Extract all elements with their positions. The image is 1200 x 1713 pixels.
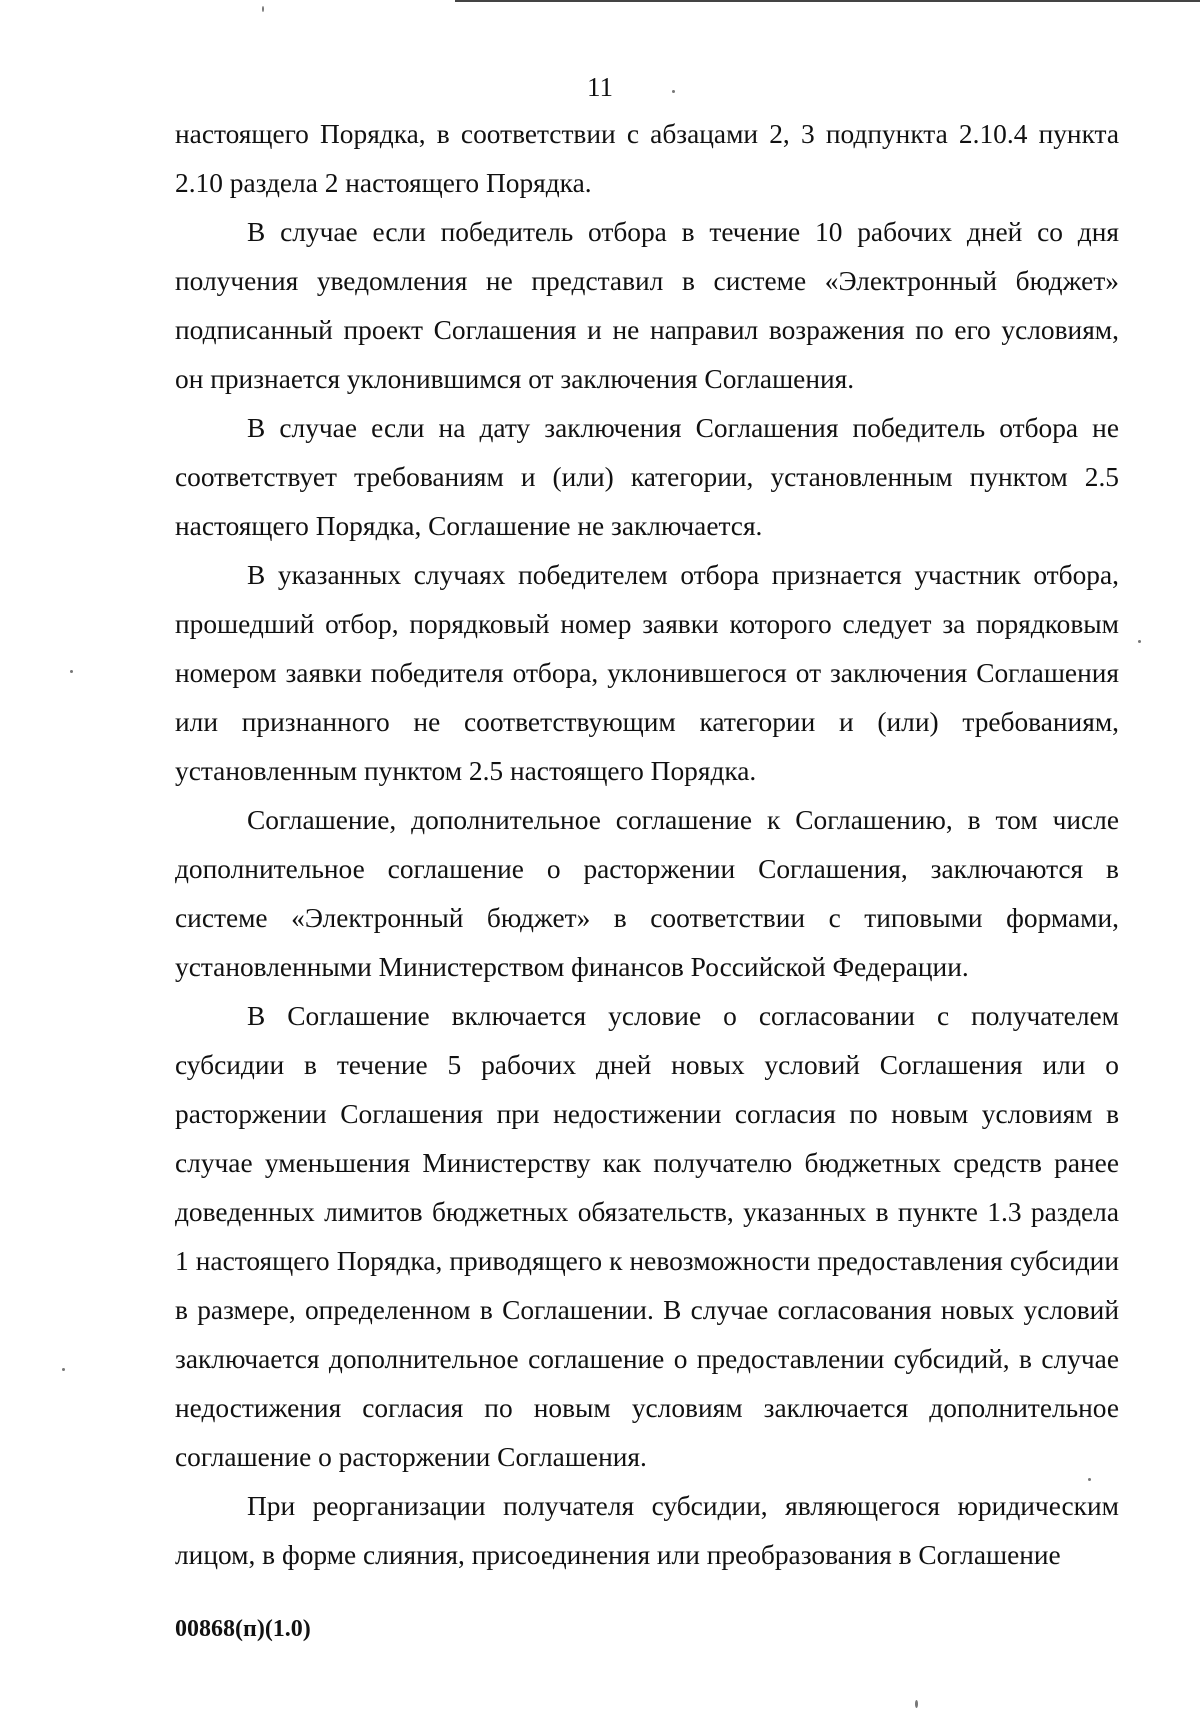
document-code: 00868(п)(1.0)	[175, 1616, 311, 1642]
scan-top-edge-line	[455, 0, 1200, 2]
scan-speck	[262, 6, 264, 12]
paragraph-continuation: настоящего Порядка, в соответствии с абзацами 2, 3 подпункта 2.10.4 пункта 2.10 раздела 2 настоящего Порядка.	[175, 119, 1119, 198]
scan-speck	[1138, 640, 1141, 643]
paragraph-winner-evasion: В случае если победитель отбора в течение 10 рабочих дней со дня получения уведомления не представил в системе «Электронный бюджет» подписанный проект Соглашения и не направил возражения по его условиям, он признается уклонившимся от заключения Соглашения.	[175, 217, 1119, 394]
scan-speck	[1088, 1478, 1091, 1481]
paragraph-agreement-forms: Соглашение, дополнительное соглашение к Соглашению, в том числе дополнительное соглашение о расторжении Соглашения, заключаются в системе «Электронный бюджет» в соответствии с типовыми формами, установленными Министерством финансов Российской Федерации.	[175, 805, 1119, 982]
paragraph-next-participant: В указанных случаях победителем отбора признается участник отбора, прошедший отбор, порядковый номер заявки которого следует за порядковым номером заявки победителя отбора, уклонившегося от заключения Соглашения или признанного не соответствующим категории и (или) требованиям, установленным пунктом 2.5 настоящего Порядка.	[175, 560, 1119, 786]
scan-speck	[915, 1700, 918, 1708]
page-number: 11	[587, 72, 613, 102]
paragraph-new-conditions: В Соглашение включается условие о согласовании с получателем субсидии в течение 5 рабочих дней новых условий Соглашения или о расторжении Соглашения при недостижении согласия по новым условиям в случае уменьшения Министерству как получателю бюджетных средств ранее доведенных лимитов бюджетных обязательств, указанных в пункте 1.3 раздела 1 настоящего Порядка, приводящего к невозможности предоставления субсидии в размере, определенном в Соглашении. В случае согласования новых условий заключается дополнительное соглашение о предоставлении субсидий, в случае недостижения согласия по новым условиям заключается дополнительное соглашение о расторжении Соглашения.	[175, 1001, 1119, 1472]
scan-speck	[70, 670, 73, 673]
scan-speck	[672, 90, 675, 93]
paragraph-reorganization: При реорганизации получателя субсидии, являющегося юридическим лицом, в форме слияния, присоединения или преобразования в Соглашение	[175, 1491, 1119, 1570]
document-body	[175, 110, 1119, 1580]
scan-speck	[62, 1368, 65, 1371]
paragraph-winner-noncompliance: В случае если на дату заключения Соглашения победитель отбора не соответствует требованиям и (или) категории, установленным пунктом 2.5 настоящего Порядка, Соглашение не заключается.	[175, 413, 1119, 541]
